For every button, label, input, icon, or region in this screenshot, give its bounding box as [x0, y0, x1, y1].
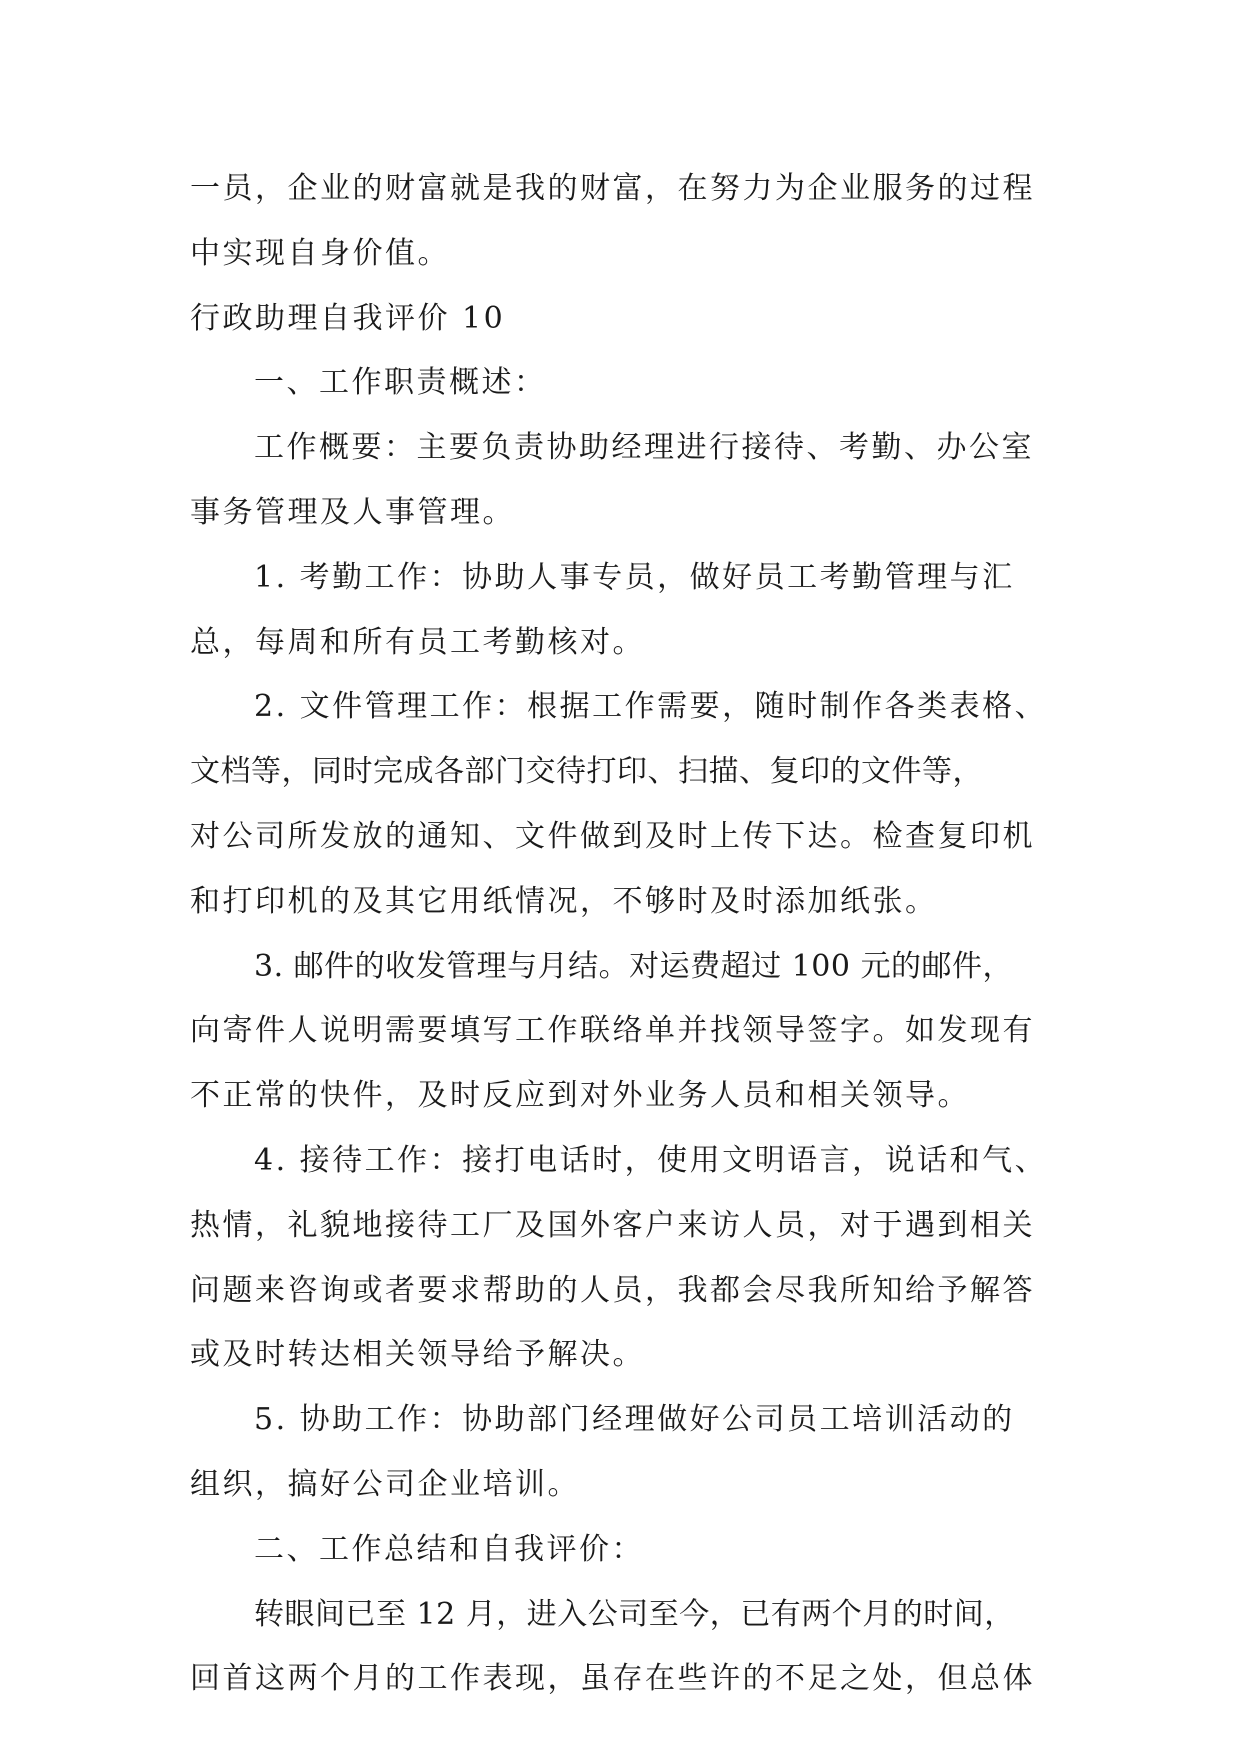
text-line: 转眼间已至 12 月，进入公司至今，已有两个月的时间，	[254, 1596, 1015, 1632]
document-body	[190, 157, 1060, 1712]
text-line: 回首这两个月的工作表现，虽存在些许的不足之处，但总体	[190, 1661, 1035, 1697]
text-line: 问题来咨询或者要求帮助的人员，我都会尽我所知给予解答	[190, 1272, 1035, 1308]
text-line: 工作概要：主要负责协助经理进行接待、考勤、办公室	[254, 430, 1034, 466]
list-item-line: 2. 文件管理工作：根据工作需要，随时制作各类表格、	[254, 689, 1048, 725]
text-line: 组织，搞好公司企业培训。	[190, 1466, 580, 1502]
text-line: 或及时转达相关领导给予解决。	[190, 1337, 645, 1373]
list-item-line: 3. 邮件的收发管理与月结。对运费超过 100 元的邮件，	[254, 948, 1013, 984]
text-line: 对公司所发放的通知、文件做到及时上传下达。检查复印机	[190, 818, 1035, 854]
subsection-heading: 一、工作职责概述：	[254, 365, 547, 401]
subsection-heading: 二、工作总结和自我评价：	[254, 1531, 644, 1567]
text-line: 文档等，同时完成各部门交待打印、扫描、复印的文件等，	[190, 754, 983, 790]
text-line: 和打印机的及其它用纸情况，不够时及时添加纸张。	[190, 883, 938, 919]
text-line: 向寄件人说明需要填写工作联络单并找领导签字。如发现有	[190, 1013, 1035, 1049]
list-item-line: 4. 接待工作：接打电话时，使用文明语言，说话和气、	[254, 1142, 1048, 1178]
text-line: 热情，礼貌地接待工厂及国外客户来访人员，对于遇到相关	[190, 1207, 1035, 1243]
text-line: 总，每周和所有员工考勤核对。	[190, 624, 645, 660]
list-item-line: 1. 考勤工作：协助人事专员，做好员工考勤管理与汇	[254, 559, 1015, 595]
text-line: 一员，企业的财富就是我的财富，在努力为企业服务的过程	[190, 171, 1035, 206]
list-item-line: 5. 协助工作：协助部门经理做好公司员工培训活动的	[254, 1402, 1015, 1438]
text-line: 不正常的快件，及时反应到对外业务人员和相关领导。	[190, 1078, 970, 1114]
text-line: 中实现自身价值。	[190, 235, 450, 271]
section-heading: 行政助理自我评价 10	[190, 300, 506, 336]
text-line: 事务管理及人事管理。	[190, 494, 515, 530]
